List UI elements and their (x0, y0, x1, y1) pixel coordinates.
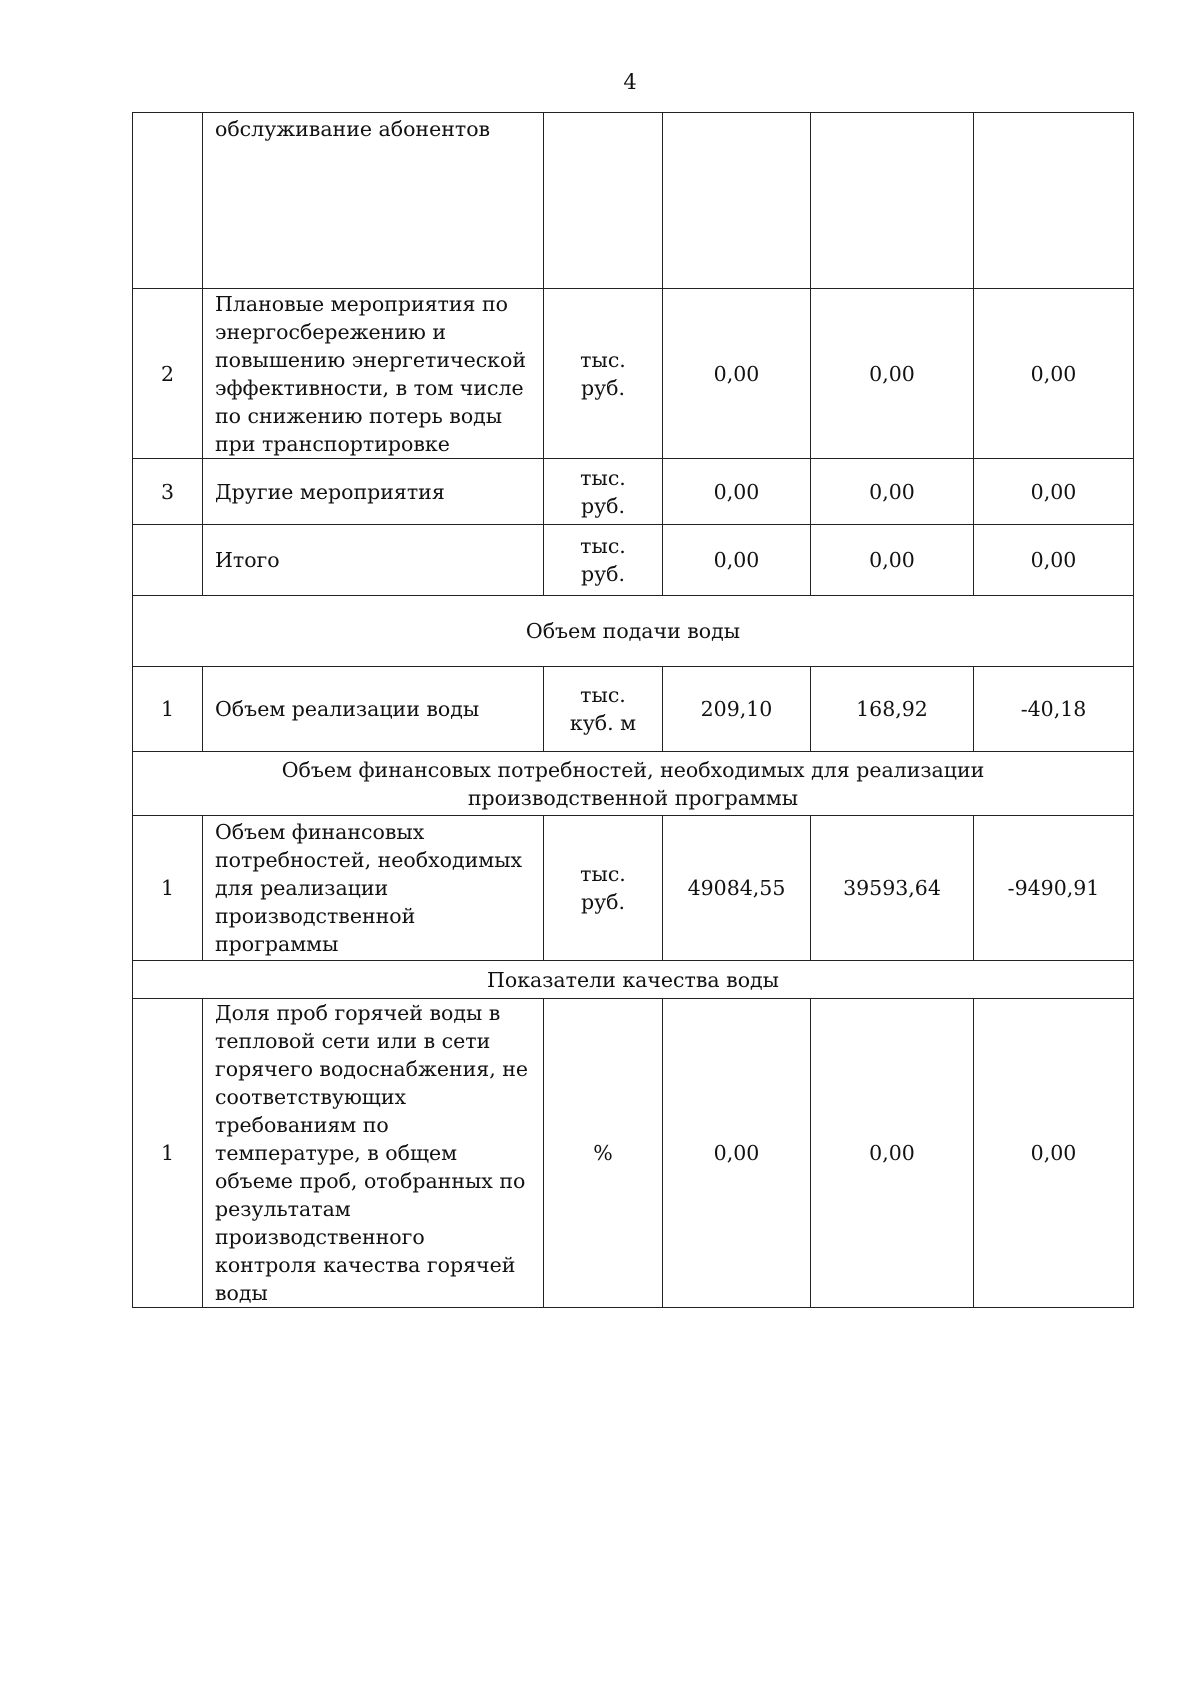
row-number (133, 525, 203, 596)
row-unit: тыс. руб. (544, 459, 663, 525)
row-number: 3 (133, 459, 203, 525)
row-value-2: 39593,64 (811, 816, 974, 961)
row-unit (544, 113, 663, 289)
table-row (133, 816, 1134, 961)
row-value-3: -9490,91 (974, 816, 1134, 961)
row-value-1: 0,00 (663, 459, 811, 525)
row-number: 1 (133, 999, 203, 1308)
section-heading: Объем финансовых потребностей, необходимых для реализации производственной программы (133, 752, 1134, 816)
row-value-3: -40,18 (974, 667, 1134, 752)
row-value-1: 0,00 (663, 289, 811, 459)
section-row (133, 596, 1134, 667)
row-name: Итого (203, 525, 544, 596)
row-name: обслуживание абонентов (203, 113, 544, 289)
table-row (133, 667, 1134, 752)
row-name: Плановые мероприятия по энергосбережению и повышению энергетической эффективности, в том числе по снижению потерь воды при транспортировке (203, 289, 544, 459)
row-value-3 (974, 113, 1134, 289)
row-value-3: 0,00 (974, 289, 1134, 459)
row-value-1 (663, 113, 811, 289)
table-row (133, 289, 1134, 459)
table-row (133, 113, 1134, 289)
row-value-2 (811, 113, 974, 289)
table-row (133, 459, 1134, 525)
row-number: 1 (133, 667, 203, 752)
row-name: Объем реализации воды (203, 667, 544, 752)
section-heading: Объем подачи воды (133, 596, 1134, 667)
row-value-1: 0,00 (663, 999, 811, 1308)
page-number: 4 (623, 70, 637, 94)
row-value-2: 0,00 (811, 525, 974, 596)
row-value-1: 209,10 (663, 667, 811, 752)
row-unit: % (544, 999, 663, 1308)
row-value-1: 0,00 (663, 525, 811, 596)
table-row (133, 525, 1134, 596)
row-unit: тыс. руб. (544, 816, 663, 961)
row-value-3: 0,00 (974, 525, 1134, 596)
row-value-1: 49084,55 (663, 816, 811, 961)
row-name: Объем финансовых потребностей, необходимых для реализации производственной программы (203, 816, 544, 961)
section-row (133, 752, 1134, 816)
row-value-2: 0,00 (811, 459, 974, 525)
section-row (133, 961, 1134, 999)
program-indicators-table (132, 112, 1134, 1308)
row-name: Другие мероприятия (203, 459, 544, 525)
row-unit: тыс. куб. м (544, 667, 663, 752)
row-value-2: 0,00 (811, 289, 974, 459)
row-number (133, 113, 203, 289)
row-value-3: 0,00 (974, 459, 1134, 525)
row-value-3: 0,00 (974, 999, 1134, 1308)
row-number: 1 (133, 816, 203, 961)
row-name: Доля проб горячей воды в тепловой сети или в сети горячего водоснабжения, не соответствующих требованиям по температуре, в общем объеме проб, отобранных по результатам производственного контроля качества горячей воды (203, 999, 544, 1308)
row-value-2: 0,00 (811, 999, 974, 1308)
row-number: 2 (133, 289, 203, 459)
table-row (133, 999, 1134, 1308)
section-heading: Показатели качества воды (133, 961, 1134, 999)
row-value-2: 168,92 (811, 667, 974, 752)
row-unit: тыс. руб. (544, 525, 663, 596)
row-unit: тыс. руб. (544, 289, 663, 459)
